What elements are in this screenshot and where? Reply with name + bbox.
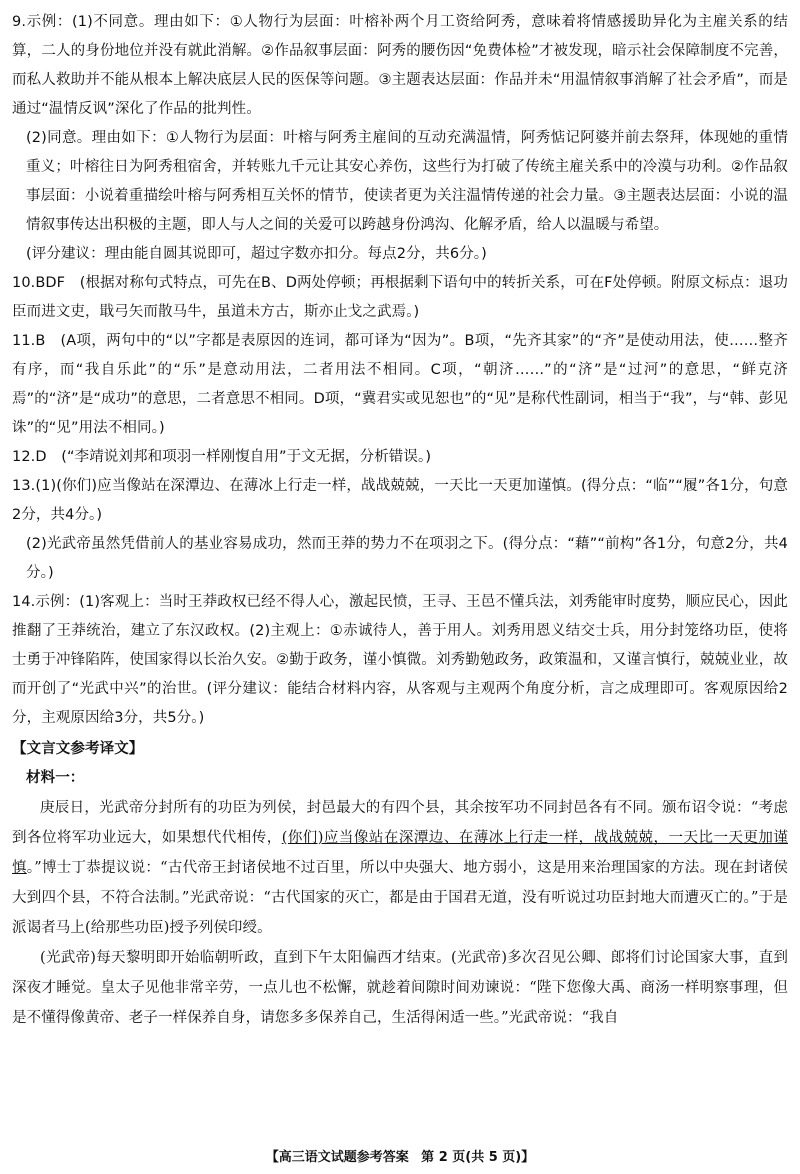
translation-paragraph-1	[12, 793, 788, 943]
q14-answer: 14.示例：(1)客观上：当时王莽政权已经不得人心，激起民愤，王寻、王邑不懂兵法，刘秀能审时度势，顺应民心，因此推翻了王莽统治，建立了东汉政权。(2)主观上：①赤诚待人，善于用人。刘秀用恩义结交士兵，用分封笼络功臣，使将士勇于冲锋陷阵，使国家得以长治久安。②勤于政务，谨小慎微。刘秀勤勉政务，政策温和，又谨言慎行，兢兢业业，故而开创了“光武中兴”的治世。(评分建议：能结合材料内容，从客观与主观两个角度分析，言之成理即可。客观原因给2分，主观原因给3分，共5分。)	[12, 594, 788, 726]
translation-p1-before: 庚辰日，光武帝分封所有的功臣为列侯，封邑最大的有四个县，其余按军功不同封邑各有不同。颁布诏令说：“考虑到各位将军功业远大，如果想代代相传，	[12, 800, 788, 846]
q11-answer: 11.B (A项，两句中的“以”字都是表原因的连词，都可译为“因为”。B项，“先齐其家”的“齐”是使动用法，使……整齐有序，而“我自乐此”的“乐”是意动用法，二者用法不相同。C项，“朝济……”的“济”是“过河”的意思，“鲜克济焉”的“济”是“成功”的意思，二者意思不相同。D项，“冀君实或见恕也”的“见”是称代性副词，相当于“我”，与“韩、彭见诛”的“见”用法不相同。)	[12, 333, 788, 436]
footer-page-number: 第 2 页(共 5 页)】	[421, 1150, 535, 1165]
translation-p1-underlined: (你们)应当像站在深潭边、在薄冰上行走一样，战战兢兢，一天比一天更加谨慎	[12, 830, 788, 876]
answer-content	[12, 8, 788, 1033]
footer-title: 【高三语文试题参考答案	[265, 1150, 409, 1165]
q10-answer: 10.BDF (根据对称句式特点，可先在B、D两处停顿；再根据剩下语句中的转折关系，可在F处停顿。附原文标点：退功臣而进文吏，戢弓矢而散马牛，虽道未方古，斯亦止戈之武焉。)	[12, 275, 788, 320]
translation-paragraph-2: (光武帝)每天黎明即开始临朝听政，直到下午太阳偏西才结束。(光武帝)多次召见公卿、郎将们讨论国家大事，直到深夜才睡觉。皇太子见他非常辛劳，一点儿也不松懈，就趁着间隙时间劝谏说：“陛下您像大禹、商汤一样明察事理，但是不懂得像黄帝、老子一样保养自身，请您多多保养自己，生活得闲适一些。”光武帝说：“我自	[12, 950, 788, 1026]
translation-p1-after: 。”博士丁恭提议说：“古代帝王封诸侯地不过百里，所以中央强大、地方弱小，这是用来治理国家的方法。现在封诸侯大到四个县，不符合法制。”光武帝说：“古代国家的灭亡，都是由于国君无道，没有听说过功臣封地大而遭灭亡的。”于是派谒者马上(给那些功臣)授予列侯印绶。	[12, 860, 788, 936]
q13-answer-part2: (2)光武帝虽然凭借前人的基业容易成功，然而王莽的势力不在项羽之下。(得分点：“藉”“前构”各1分，句意2分，共4分。)	[26, 536, 788, 581]
q9-scoring-note: (评分建议：理由能自圆其说即可，超过字数亦扣分。每点2分，共6分。)	[26, 246, 487, 262]
page-footer	[0, 1146, 800, 1165]
q9-answer-part2: (2)同意。理由如下：①人物行为层面：叶榕与阿秀主雇间的互动充满温情，阿秀惦记阿婆并前去祭拜，体现她的重情重义；叶榕往日为阿秀租宿舍，并转账九千元让其安心养伤，这些行为打破了传统主雇关系中的冷漠与功利。②作品叙事层面：小说着重描绘叶榕与阿秀相互关怀的情节，使读者更为关注温情传递的社会力量。③主题表达层面：小说的温情叙事传达出积极的主题，即人与人之间的关爱可以跨越身份鸿沟、化解矛盾，给人以温暖与希望。	[26, 130, 788, 233]
material-one-label: 材料一：	[26, 770, 85, 786]
q13-answer-part1: 13.(1)(你们)应当像站在深潭边、在薄冰上行走一样，战战兢兢，一天比一天更加谨慎。(得分点：“临”“履”各1分，句意2分，共4分。)	[12, 478, 788, 523]
translation-heading: 【文言文参考译文】	[12, 741, 144, 757]
q12-answer: 12.D (“李靖说刘邦和项羽一样刚愎自用”于文无据，分析错误。)	[12, 449, 432, 465]
q9-answer-part1: 9.示例：(1)不同意。理由如下：①人物行为层面：叶榕补两个月工资给阿秀，意味着将情感援助异化为主雇关系的结算，二人的身份地位并没有就此消解。②作品叙事层面：阿秀的腰伤因“免费体检”才被发现，暗示社会保障制度不完善，而私人救助并不能从根本上解决底层人民的医保等问题。③主题表达层面：作品并未“用温情叙事消解了社会矛盾”，而是通过“温情反讽”深化了作品的批判性。	[12, 14, 788, 117]
